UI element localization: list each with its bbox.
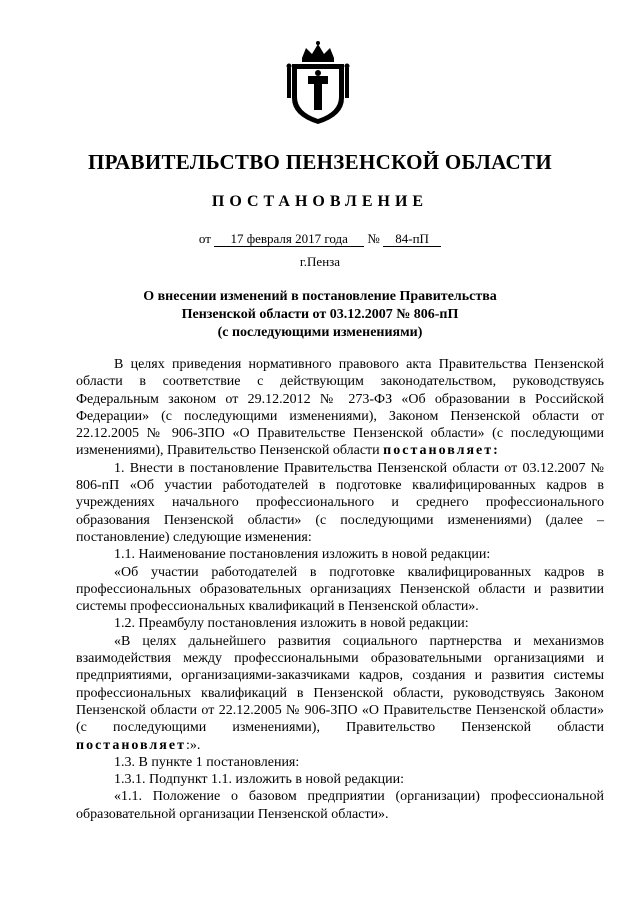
- coat-of-arms-emblem: [286, 40, 350, 126]
- document-title: [0, 288, 640, 342]
- document-date: 17 февраля 2017 года: [214, 231, 364, 247]
- city: г.Пенза: [299, 254, 341, 269]
- decree-word: постановляет:: [383, 443, 500, 459]
- title-line-3: (с последующими изменениями): [217, 325, 423, 340]
- document-number: 84-пП: [383, 231, 441, 247]
- decree-word-2: постановляет: [76, 737, 186, 753]
- paragraph-1-3: 1.3. В пункте 1 постановления:: [114, 754, 300, 770]
- paragraph-1-2: 1.2. Преамбулу постановления изложить в новой редакции:: [114, 616, 469, 632]
- paragraph-1-1: 1.1. Наименование постановления изложить в новой редакции:: [114, 547, 491, 563]
- preamble-paragraph: [76, 356, 604, 460]
- title-line-2: Пензенской области от 03.12.2007 № 806-пП: [181, 307, 459, 322]
- government-name: ПРАВИТЕЛЬСТВО ПЕНЗЕНСКОЙ ОБЛАСТИ: [88, 150, 552, 174]
- paragraph-1-2-text: [76, 633, 604, 754]
- number-sign: №: [367, 231, 380, 246]
- decree-end: :».: [185, 737, 201, 753]
- title-line-1: О внесении изменений в постановление Правительства: [143, 289, 497, 304]
- paragraph-1-3-1: 1.3.1. Подпункт 1.1. изложить в новой редакции:: [114, 772, 405, 788]
- paragraph-1-1-text: «Об участии работодателей в подготовке квалифицированных кадров в профессиональных образовательных организациях Пензенской области и развитии системы профессиональных квалификаций в Пензенской области».: [76, 564, 604, 615]
- preamble-text: В целях приведения нормативного правового акта Правительства Пензенской области в соответствие с действующим законодательством, руководствуясь Федеральным законом от 29.12.2012 № 273-ФЗ «Об образовании в Российской Федерации» (с последующими изменениями), Законом Пензенской области от 22.12.2005 № 906-ЗПО «О Правительстве Пензенской области» (с последующими изменениями), Правительство Пензенской области: [76, 357, 604, 459]
- preamble-new-text: «В целях дальнейшего развития социального партнерства и механизмов взаимодействия между профессиональными образовательными организациями и предприятиями, организациями-заказчиками кадров, создания и развития системы профессиональных квалификаций в Пензенской области, руководствуясь Законом Пензенской области от 22.12.2005 № 906-ЗПО «О Правительстве Пензенской области» (с последующими изменениями), Правительство Пензенской области: [76, 633, 604, 736]
- paragraph-1-3-1-text: «1.1. Положение о базовом предприятии (организации) профессиональной образовательной организации Пензенской области».: [76, 789, 604, 822]
- document-body: [76, 356, 604, 823]
- paragraph-1: 1. Внести в постановление Правительства Пензенской области от 03.12.2007 № 806-пП «Об участии работодателей в подготовке квалифицированных кадров в учреждениях начального профессионального и среднего профессионального образования Пензенской области» (с последующими изменениями) (далее – постановление) следующие изменения:: [76, 460, 604, 545]
- date-line: [0, 231, 640, 247]
- date-prefix: от: [198, 231, 211, 246]
- document-type: ПОСТАНОВЛЕНИЕ: [211, 193, 429, 210]
